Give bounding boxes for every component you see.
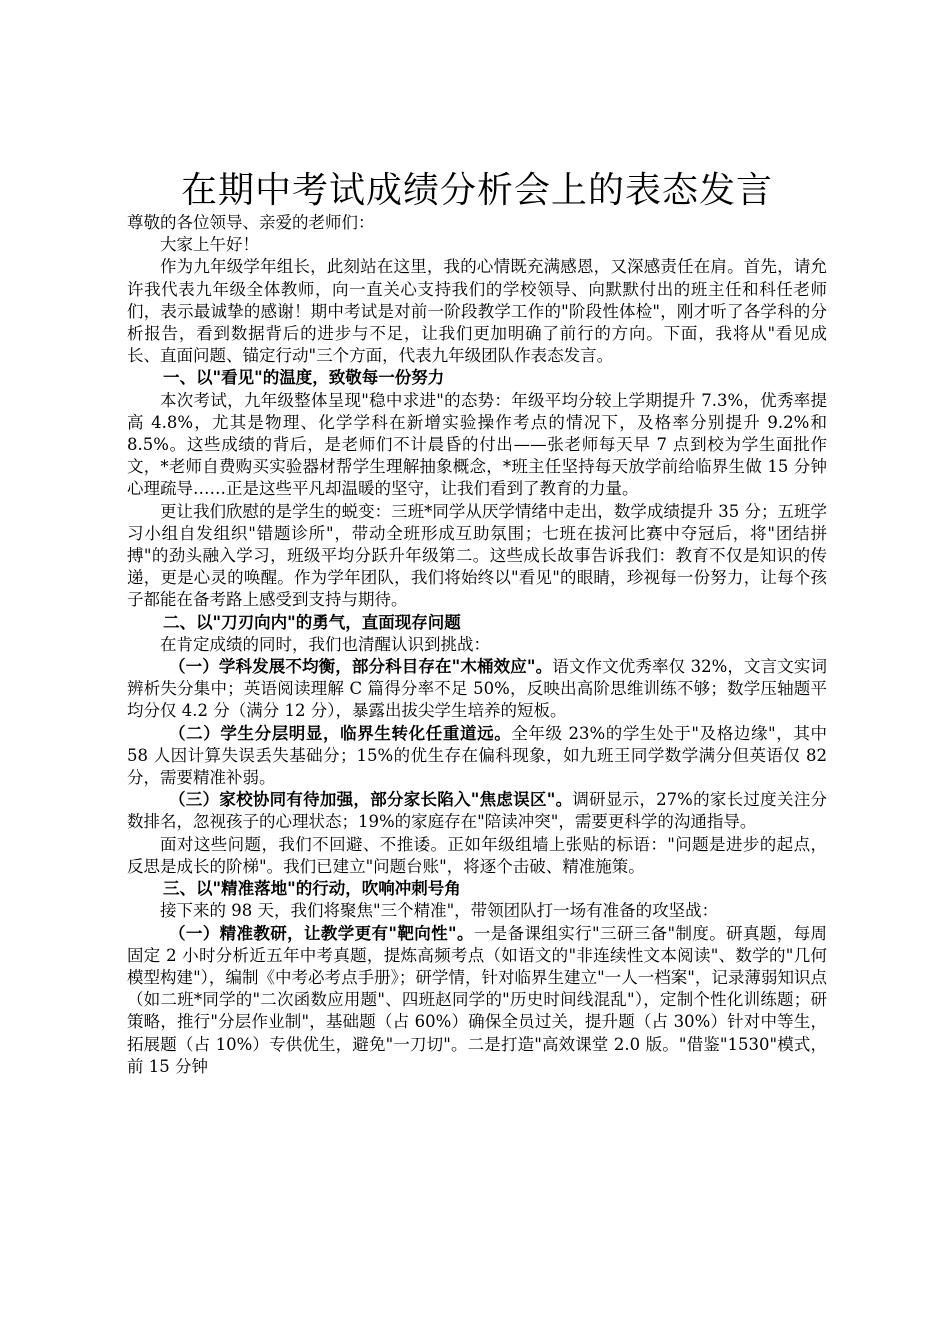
section2-item-1-title: （一）学科发展不均衡，部分科目存在"木桶效应"。 — [169, 657, 553, 677]
section1-paragraph-2: 更让我们欣慰的是学生的蜕变：三班*同学从厌学情绪中走出，数学成绩提升 35 分；五班学习小组自发组织"错题诊所"，带动全班形成互助氛围；七班在拔河比赛中夺冠后，将"团结拼搏"的劲头融入学习，班级平均分跃升年级第二。这些成长故事告诉我们：教育不仅是知识的传递，更是心灵的唤醒。作为学年团队，我们将始终以"看见"的眼睛，珍视每一份努力，让每个孩子都能在备考路上感受到支持与期待。 — [127, 501, 827, 610]
intro-paragraph: 作为九年级学年组长，此刻站在这里，我的心情既充满感恩，又深感责任在肩。首先，请允许我代表九年级全体教师，向一直关心支持我们的学校领导、向默默付出的班主任和科任老师们，表示最诚挚的感谢！期中考试是对前一阶段教学工作的"阶段性体检"，刚才听了各学科的分析报告，看到数据背后的进步与不足，让我们更加明确了前行的方向。下面，我将从"看见成长、直面问题、锚定行动"三个方面，代表九年级团队作表态发言。 — [127, 257, 827, 366]
document-page — [127, 170, 827, 1078]
section2-item-3-text: 调研显示，27%的家长过度关注分数排名，忽视孩子的心理状态；19%的家庭存在"陪读冲突"，需要更科学的沟通指导。 — [127, 790, 827, 832]
section2-item-1-text: 语文作文优秀率仅 32%，文言文实词辨析失分集中；英语阅读理解 C 篇得分率不足 50%，反映出高阶思维训练不够；数学压轴题平均分仅 4.2 分（满分 12 分），暴露出拔尖学生培养的短板。 — [127, 657, 827, 721]
section3-item-1-title: （一）精准教研，让教学更有"靶向性"。 — [169, 923, 474, 943]
section3-item-1 — [127, 923, 827, 1078]
section2-heading: 二、以"刀刃向内"的勇气，直面现存问题 — [163, 612, 461, 632]
section2-lead: 在肯定成绩的同时，我们也清醒认识到挑战： — [160, 634, 490, 654]
section2-item-2-text: 全年级 23%的学生处于"及格边缘"，其中 58 人因计算失误丢失基础分；15%的优生存在偏科现象，如九班王同学数学满分但英语仅 82 分，需要精准补弱。 — [127, 723, 827, 788]
section2-item-1 — [127, 656, 827, 723]
greeting: 大家上午好！ — [160, 235, 259, 255]
document-title: 在期中考试成绩分析会上的表态发言 — [180, 170, 773, 211]
section1-paragraph-1: 本次考试，九年级整体呈现"稳中求进"的态势：年级平均分较上学期提升 7.3%，优秀率提高 4.8%，尤其是物理、化学学科在新增实验操作考点的情况下，及格率分别提升 9.2%和 8.5%。这些成绩的背后，是老师们不计晨昏的付出——张老师每天早 7 点到校为学生面批作文，*老师自费购买实验器材帮学生理解抽象概念，*班主任坚持每天放学前给临界生做 15 分钟心理疏导……正是这些平凡却温暖的坚守，让我们看到了教育的力量。 — [127, 390, 827, 499]
salutation: 尊敬的各位领导、亲爱的老师们： — [127, 213, 375, 232]
section2-item-2 — [127, 723, 827, 790]
section3-lead: 接下来的 98 天，我们将聚焦"三个精准"，带领团队打一场有准备的攻坚战： — [160, 901, 719, 921]
section2-item-3-title: （三）家校协同有待加强，部分家长陷入"焦虑误区"。 — [169, 790, 573, 810]
section3-heading: 三、以"精准落地"的行动，吹响冲刺号角 — [163, 879, 461, 899]
section1-heading: 一、以"看见"的温度，致敬每一份努力 — [163, 368, 445, 388]
section2-closing: 面对这些问题，我们不回避、不推诿。正如年级组墙上张贴的标语："问题是进步的起点，反思是成长的阶梯"。我们已建立"问题台账"，将逐个击破、精准施策。 — [127, 834, 827, 876]
section2-item-3 — [127, 789, 827, 833]
section2-item-2-title: （二）学生分层明显，临界生转化任重道远。 — [169, 723, 512, 743]
section3-item-1-text: 一是备课组实行"三研三备"制度。研真题，每周固定 2 小时分析近五年中考真题，提炼高频考点（如语文的"非连续性文本阅读"、数学的"几何模型构建"），编制《中考必考点手册》；研学情，针对临界生建立"一人一档案"，记录薄弱知识点（如二班*同学的"二次函数应用题"、四班赵同学的"历史时间线混乱"），定制个性化训练题；研策略，推行"分层作业制"，基础题（占 60%）确保全员过关，提升题（占 30%）针对中等生，拓展题（占 10%）专供优生，避免"一刀切"。二是打造"高效课堂 2.0 版。"借鉴"1530"模式，前 15 分钟 — [127, 923, 827, 1076]
